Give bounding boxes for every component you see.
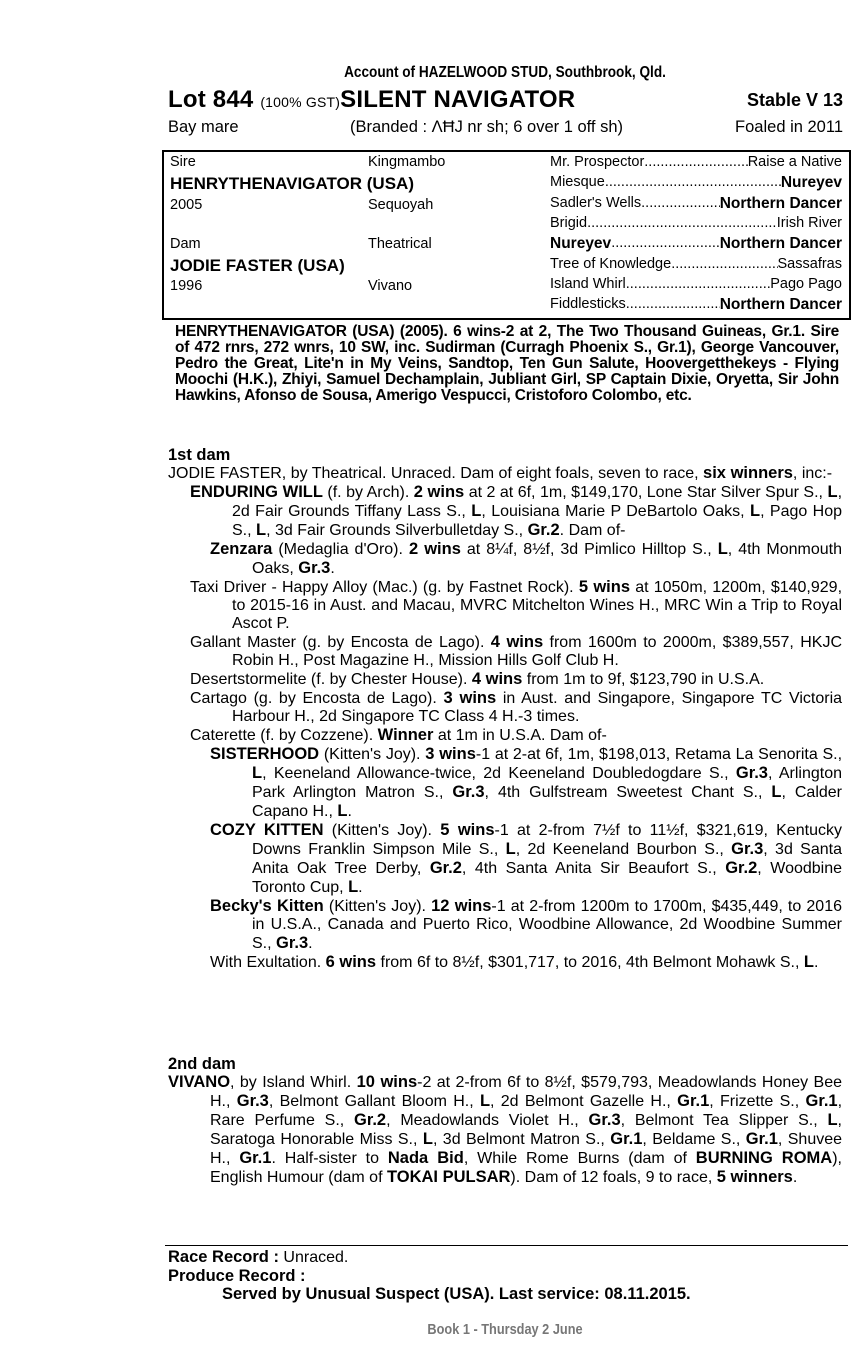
pedigree-paragraph xyxy=(168,1073,842,1187)
gst-note: (100% GST) xyxy=(260,94,341,110)
text: . xyxy=(330,560,335,577)
pedigree-paragraph xyxy=(168,745,842,821)
ancestor-sire: Fiddlesticks xyxy=(550,296,626,312)
bold-text: BURNING ROMA xyxy=(695,1149,833,1167)
leader-dots xyxy=(605,174,781,192)
text: Taxi Driver - Happy Alloy (Mac.) (g. by Fastnet Rock). xyxy=(190,579,579,596)
bold-text: L xyxy=(252,764,263,782)
bold-text: L xyxy=(256,521,267,539)
pedigree-paragraph xyxy=(168,464,842,483)
bold-text: Gr.3 xyxy=(452,783,485,801)
bold-text: Gr.3 xyxy=(731,840,764,858)
pedigree-gen3-row xyxy=(550,296,842,314)
bold-text: six winners xyxy=(703,464,793,482)
bold-text: 5 wins xyxy=(578,578,631,596)
bold-text: 12 wins xyxy=(431,897,492,915)
pedigree-gen3-row xyxy=(550,235,842,253)
text: , Belmont Gallant Bloom H., xyxy=(268,1093,480,1110)
records-section xyxy=(168,1248,842,1303)
sire-sire: Kingmambo xyxy=(368,154,446,170)
text: . xyxy=(347,803,352,820)
pedigree-paragraph xyxy=(168,726,842,745)
text: , by Island Whirl. xyxy=(230,1074,357,1091)
pedigree-paragraph xyxy=(168,670,842,689)
sire-summary: HENRYTHENAVIGATOR (USA) (2005). 6 wins-2 at 2, The Two Thousand Guineas, Gr.1. Sire of 472 rnrs, 272 wnrs, 10 SW, inc. Sudirman (Curragh Phoenix S., Gr.1), George Vancouver, Pedro the Great, Lite'n in My Veins, Sandtop, Ten Gun Salute, Hoovergetthekeys - Flying Moochi (H.K.), Zhiyi, Samuel Dechamplain, Jubliant Girl, SP Captain Dixie, Oryetta, Sir John Hawkins, Afonso de Sousa, Amerigo Vespucci, Cristoforo Colombo, etc. xyxy=(175,323,839,404)
first-dam-section xyxy=(168,446,842,972)
text: , Saratoga Honorable Miss S., xyxy=(210,1112,842,1148)
text: , Belmont Tea Slipper S., xyxy=(620,1112,828,1129)
ancestor-grandsire: Pago Pago xyxy=(770,276,842,292)
bold-text: 2 wins xyxy=(408,540,461,558)
first-dam-paragraphs xyxy=(168,464,842,972)
text: , Shuvee H., xyxy=(210,1131,843,1167)
ancestor-sire: Sadler's Wells xyxy=(550,195,642,211)
ancestor-sire: Mr. Prospector xyxy=(550,154,645,170)
pedigree-paragraph xyxy=(168,689,842,726)
bold-text: Gr.3 xyxy=(735,764,768,782)
foaled: Foaled in 2011 xyxy=(735,118,843,136)
text: at 8¼f, 8½f, 3d Pimlico Hilltop S., xyxy=(460,541,718,558)
text: -1 at 2-from 1200m to 1700m, $435,449, to 2016 in U.S.A., Canada and Puerto Rico, Woodbine Allowance, 2d Woodbine Summer S., xyxy=(252,898,842,952)
text: , Meadowlands Violet H., xyxy=(386,1112,589,1129)
text: , 3d Fair Grounds Silverbulletday S., xyxy=(266,522,528,539)
text: ), English Humour (dam of xyxy=(210,1150,842,1186)
bold-text: L xyxy=(717,540,728,558)
text: (Kitten's Joy). xyxy=(323,898,432,915)
text: , 3d Belmont Matron S., xyxy=(432,1131,611,1148)
bold-text: Gr.2 xyxy=(429,859,462,877)
text: , 4th Santa Anita Sir Beaufort S., xyxy=(461,860,726,877)
text: , 4th Monmouth Oaks, xyxy=(252,541,843,577)
pedigree-gen3-row xyxy=(550,154,842,170)
bold-text: 3 wins xyxy=(443,689,497,707)
ancestor-sire: Nureyev xyxy=(550,235,612,252)
bold-text: L xyxy=(337,802,348,820)
text: , 3d Santa Anita Oak Tree Derby, xyxy=(252,841,842,877)
sire-label: Sire xyxy=(170,154,196,170)
pedigree-paragraph xyxy=(168,953,842,972)
leader-dots xyxy=(611,235,720,253)
ancestor-grandsire: Nureyev xyxy=(780,174,842,191)
bold-text: Winner xyxy=(377,726,434,744)
text: -1 at 2-from 7½f to 11½f, $321,619, Kentucky Downs Franklin Simpson Mile S., xyxy=(252,822,842,858)
ancestor-grandsire: Sassafras xyxy=(777,256,842,272)
pedigree-paragraph xyxy=(168,821,842,897)
bold-text: Zenzara xyxy=(210,540,273,558)
bold-text: 10 wins xyxy=(356,1073,418,1091)
dam-sire: Theatrical xyxy=(368,236,432,252)
produce-record-label: Produce Record : xyxy=(168,1267,306,1285)
bold-text: L xyxy=(479,1092,491,1110)
pedigree-table xyxy=(162,150,851,320)
text: , 2d Fair Grounds Tiffany Lass S., xyxy=(232,484,843,520)
text: -1 at 2-at 6f, 1m, $198,013, Retama La Senorita S., xyxy=(475,746,843,763)
horse-details xyxy=(168,118,843,138)
leader-dots xyxy=(641,195,720,213)
text: ). Dam of 12 foals, 9 to race, xyxy=(510,1169,717,1186)
bold-text: L xyxy=(471,502,482,520)
ancestor-sire: Tree of Knowledge xyxy=(550,256,672,272)
bold-text: 5 winners xyxy=(716,1168,793,1186)
bold-text: COZY KITTEN xyxy=(210,821,324,839)
text: at 2 at 6f, 1m, $149,170, Lone Star Silver Spur S., xyxy=(464,484,828,501)
text: (f. by Arch). xyxy=(322,484,414,501)
horse-name: SILENT NAVIGATOR xyxy=(340,86,576,113)
text: , Arlington Park Arlington Matron S., xyxy=(252,765,842,801)
bold-text: L xyxy=(348,878,359,896)
sire-name: HENRYTHENAVIGATOR (USA) xyxy=(170,174,414,193)
bold-text: 4 wins xyxy=(471,670,523,688)
text: , Keeneland Allowance-twice, 2d Keeneland Doubledogdare S., xyxy=(262,765,736,782)
bold-text: L xyxy=(422,1130,433,1148)
pedigree-paragraph xyxy=(168,633,842,670)
service-note: Served by Unusual Suspect (USA). Last service: 08.11.2015. xyxy=(222,1285,691,1303)
text: , 4th Gulfstream Sweetest Chant S., xyxy=(484,784,772,801)
text: from 1m to 9f, $123,790 in U.S.A. xyxy=(522,671,765,688)
text: at 1050m, 1200m, $140,929, to 2015-16 in Aust. and Macau, MVRC Mitchelton Wines H., MRC Win a Trip to Royal Ascot P. xyxy=(232,579,843,632)
race-record-value: Unraced. xyxy=(278,1249,349,1266)
text: (Medaglia d'Oro). xyxy=(272,541,409,558)
ancestor-grandsire: Irish River xyxy=(776,215,842,231)
bold-text: VIVANO xyxy=(168,1073,231,1091)
pedigree-paragraph xyxy=(168,897,842,953)
pedigree-gen3-row xyxy=(550,174,842,192)
dam-dam: Vivano xyxy=(368,278,413,294)
bold-text: ENDURING WILL xyxy=(190,483,323,501)
bold-text: Gr.3 xyxy=(236,1092,269,1110)
bold-text: Gr.1 xyxy=(610,1130,643,1148)
leader-dots xyxy=(587,215,777,231)
bold-text: Gr.1 xyxy=(677,1092,710,1110)
text: (Kitten's Joy). xyxy=(323,822,441,839)
bold-text: Gr.1 xyxy=(239,1149,272,1167)
text: , Pago Hop S., xyxy=(232,503,843,539)
leader-dots xyxy=(671,256,777,272)
text: Caterette (f. by Cozzene). xyxy=(190,727,378,744)
text: . xyxy=(358,879,363,896)
bold-text: Gr.3 xyxy=(276,934,309,952)
text: , inc:- xyxy=(792,465,833,482)
bold-text: Gr.3 xyxy=(298,559,331,577)
text: , Beldame S., xyxy=(642,1131,746,1148)
divider xyxy=(165,1245,848,1246)
bold-text: Gr.2 xyxy=(354,1111,387,1129)
pedigree-gen3-row xyxy=(550,276,842,292)
bold-text: 3 wins xyxy=(425,745,476,763)
text: , Rare Perfume S., xyxy=(210,1093,843,1129)
bold-text: Gr.1 xyxy=(745,1130,778,1148)
pedigree-paragraph xyxy=(168,578,842,633)
bold-text: L xyxy=(803,953,814,971)
bold-text: 4 wins xyxy=(490,633,544,651)
text: . xyxy=(813,954,819,971)
text: . xyxy=(308,935,313,952)
brand: (Branded : ɅĦJ nr sh; 6 over 1 off sh) xyxy=(350,118,624,136)
bold-text: L xyxy=(749,502,761,520)
pedigree-paragraph xyxy=(168,540,842,578)
text: . Half-sister to xyxy=(271,1150,388,1167)
dam-label: Dam xyxy=(170,236,201,252)
second-dam-section xyxy=(168,1055,842,1187)
bold-text: SISTERHOOD xyxy=(210,745,320,763)
race-record-label: Race Record : xyxy=(168,1248,279,1266)
ancestor-grandsire: Northern Dancer xyxy=(719,235,842,252)
bold-text: Becky's Kitten xyxy=(210,897,324,915)
text: , 2d Keeneland Bourbon S., xyxy=(515,841,732,858)
bold-text: L xyxy=(827,1111,838,1129)
text: With Exultation. xyxy=(210,954,326,971)
text: from 1600m to 2000m, $389,557, HKJC Robin H., Post Magazine H., Mission Hills Golf Club H. xyxy=(232,634,843,669)
bold-text: L xyxy=(827,483,838,501)
sire-dam: Sequoyah xyxy=(368,197,434,213)
ancestor-sire: Miesque xyxy=(550,174,605,190)
bold-text: Gr.2 xyxy=(725,859,758,877)
second-dam-heading: 2nd dam xyxy=(168,1055,236,1073)
text: at 1m in U.S.A. Dam of- xyxy=(433,727,607,744)
stable-location: Stable V 13 xyxy=(746,90,843,110)
text: . Dam of- xyxy=(559,522,626,539)
dam-name: JODIE FASTER (USA) xyxy=(170,256,345,275)
bold-text: L xyxy=(505,840,516,858)
text: from 6f to 8½f, $301,717, to 2016, 4th Belmont Mohawk S., xyxy=(376,954,804,971)
dam-year: 1996 xyxy=(170,278,203,294)
second-dam-paragraphs xyxy=(168,1073,842,1187)
bold-text: Nada Bid xyxy=(387,1149,464,1167)
leader-dots xyxy=(626,296,720,314)
sire-year: 2005 xyxy=(170,197,203,213)
text: in Aust. and Singapore, Singapore TC Victoria Harbour H., 2d Singapore TC Class 4 H.-3 times. xyxy=(232,690,843,725)
bold-text: TOKAI PULSAR xyxy=(386,1168,511,1186)
ancestor-sire: Brigid xyxy=(550,215,588,231)
text: (Kitten's Joy). xyxy=(319,746,426,763)
bold-text: Gr.2 xyxy=(527,521,560,539)
leader-dots xyxy=(626,276,770,292)
bold-text: 5 wins xyxy=(440,821,495,839)
vendor-account: Account of HAZELWOOD STUD, Southbrook, Qld. xyxy=(344,64,666,81)
leader-dots xyxy=(644,154,747,170)
text: Cartago (g. by Encosta de Lago). xyxy=(190,690,444,707)
pedigree-gen3-row xyxy=(550,215,842,231)
text: Desertstormelite (f. by Chester House). xyxy=(190,671,472,688)
text: Gallant Master (g. by Encosta de Lago). xyxy=(190,634,491,651)
bold-text: 2 wins xyxy=(413,483,465,501)
sex-colour: Bay mare xyxy=(168,118,239,136)
pedigree-gen3-row xyxy=(550,195,842,213)
page-footer: Book 1 - Thursday 2 June xyxy=(427,1321,583,1338)
text: , Frizette S., xyxy=(709,1093,806,1110)
ancestor-grandsire: Northern Dancer xyxy=(719,296,842,313)
bold-text: Gr.3 xyxy=(588,1111,621,1129)
text: JODIE FASTER, by Theatrical. Unraced. Dam of eight foals, seven to race, xyxy=(168,465,704,482)
ancestor-grandsire: Raise a Native xyxy=(747,154,842,170)
bold-text: Gr.1 xyxy=(805,1092,838,1110)
bold-text: 6 wins xyxy=(325,953,377,971)
lot-number: Lot 844 xyxy=(168,86,254,113)
bold-text: L xyxy=(771,783,782,801)
text: , While Rome Burns (dam of xyxy=(463,1150,696,1167)
text: , Woodbine Toronto Cup, xyxy=(252,860,843,896)
text: , Calder Capano H., xyxy=(252,784,843,820)
text: , Louisiana Marie P DeBartolo Oaks, xyxy=(481,503,750,520)
first-dam-heading: 1st dam xyxy=(168,446,231,464)
ancestor-grandsire: Northern Dancer xyxy=(719,195,842,212)
text: , 2d Belmont Gazelle H., xyxy=(490,1093,678,1110)
text: -2 at 2-from 6f to 8½f, $579,793, Meadowlands Honey Bee H., xyxy=(210,1074,843,1110)
lot-header xyxy=(168,86,843,116)
pedigree-gen3-row xyxy=(550,256,842,272)
pedigree-paragraph xyxy=(168,483,842,540)
ancestor-sire: Island Whirl xyxy=(550,276,626,292)
text: . xyxy=(792,1169,798,1186)
